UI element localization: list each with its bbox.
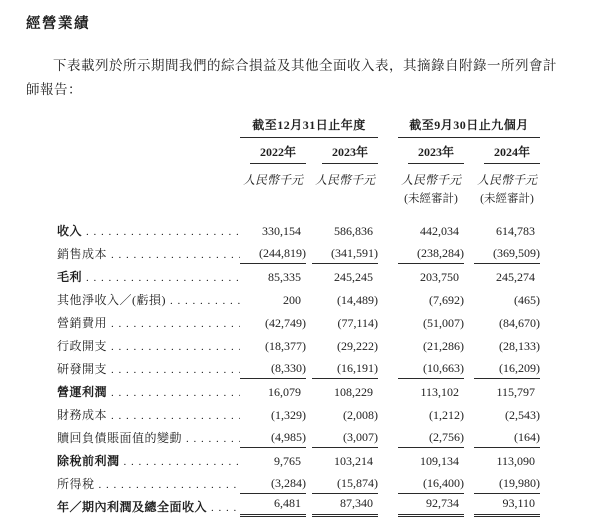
dot-leader (111, 385, 240, 402)
row-label: 研發開支 (57, 362, 108, 376)
table-row (57, 264, 540, 287)
unit-row (57, 164, 540, 188)
row-label: 所得稅 (57, 477, 95, 491)
value-cell: (51,007) (423, 316, 464, 330)
value-cell: 9,765 (274, 454, 301, 468)
value-cell: (15,874) (312, 471, 378, 494)
unit-label: 人民幣千元 (400, 173, 461, 187)
dot-leader (111, 408, 240, 425)
value-cell: 93,110 (474, 494, 540, 517)
row-label: 年／期內利潤及總全面收入 (57, 500, 208, 514)
value-cell: (16,209) (474, 356, 540, 379)
value-cell: 113,102 (420, 385, 459, 399)
value-cell: 203,750 (420, 270, 459, 284)
intro-paragraph: 下表載列於所示期間我們的綜合損益及其他全面收入表，其摘錄自附錄一所列會計師報告： (26, 58, 557, 97)
value-cell: (16,191) (312, 356, 378, 379)
value-cell: 16,079 (268, 385, 301, 399)
year-header: 2022年 (250, 141, 306, 164)
table-row (57, 379, 540, 402)
income-table-body (57, 218, 540, 517)
table-row (57, 425, 540, 448)
column-group-annual (240, 116, 378, 164)
table-row (57, 218, 540, 241)
value-cell: 586,836 (334, 224, 373, 238)
table-row (57, 333, 540, 356)
value-cell: (19,980) (474, 471, 540, 494)
row-label: 贖回負債賬面值的變動 (57, 431, 183, 445)
value-cell: 614,783 (496, 224, 535, 238)
dot-leader (86, 224, 240, 241)
year-header: 2024年 (484, 141, 540, 164)
year-header: 2023年 (322, 141, 378, 164)
table-row (57, 448, 540, 471)
group-title: 截至12月31日止年度 (240, 116, 378, 138)
table-row (57, 494, 540, 517)
row-label: 行政開支 (57, 339, 108, 353)
value-cell: (1,212) (429, 408, 464, 422)
value-cell: (4,985) (240, 425, 306, 448)
dot-leader (86, 270, 240, 287)
value-cell: 245,274 (496, 270, 535, 284)
dot-leader (111, 247, 240, 264)
header-label-spacer (57, 116, 240, 164)
value-cell: 245,245 (334, 270, 373, 284)
table-row (57, 241, 540, 264)
table-row (57, 287, 540, 310)
row-label: 財務成本 (57, 408, 108, 422)
value-cell: (8,330) (240, 356, 306, 379)
value-cell: (10,663) (398, 356, 464, 379)
value-cell: (369,509) (474, 241, 540, 264)
value-cell: 200 (283, 293, 301, 307)
unit-label: 人民幣千元 (314, 173, 375, 187)
table-row (57, 471, 540, 494)
table-row (57, 402, 540, 425)
value-cell: (16,400) (398, 471, 464, 494)
value-cell: 330,154 (262, 224, 301, 238)
value-cell: 85,335 (268, 270, 301, 284)
value-cell: (29,222) (337, 339, 378, 353)
dot-leader (211, 500, 240, 517)
value-cell: 442,034 (420, 224, 459, 238)
value-cell: (1,329) (271, 408, 306, 422)
row-label: 營銷費用 (57, 316, 108, 330)
income-statement-table (57, 116, 540, 517)
dot-leader (186, 431, 240, 448)
value-cell: 113,090 (496, 454, 535, 468)
unit-label: 人民幣千元 (476, 173, 537, 187)
value-cell: 103,214 (334, 454, 373, 468)
dot-leader (99, 477, 240, 494)
unit-label: 人民幣千元 (242, 173, 303, 187)
value-cell: (84,670) (499, 316, 540, 330)
year-header: 2023年 (408, 141, 464, 164)
value-cell: (3,007) (312, 425, 378, 448)
group-title: 截至9月30日止九個月 (398, 116, 540, 138)
dot-leader (111, 362, 240, 379)
unaudited-note: (未經審計) (480, 193, 534, 205)
dot-leader (111, 316, 240, 333)
page-title: 經營業績 (26, 16, 90, 32)
value-cell: 115,797 (496, 385, 535, 399)
value-cell: (2,543) (505, 408, 540, 422)
row-label: 營運利潤 (57, 385, 108, 399)
value-cell: (164) (474, 425, 540, 448)
value-cell: (77,114) (337, 316, 378, 330)
value-cell: (14,489) (337, 293, 378, 307)
dot-leader (170, 293, 240, 310)
value-cell: (341,591) (312, 241, 378, 264)
row-label: 收入 (57, 224, 83, 238)
value-cell: 92,734 (398, 494, 464, 517)
unaudited-note-row (57, 188, 540, 206)
dot-leader (124, 454, 240, 471)
value-cell: (465) (514, 293, 540, 307)
value-cell: (2,008) (343, 408, 378, 422)
row-label: 其他淨收入／(虧損) (57, 293, 166, 307)
value-cell: (28,133) (499, 339, 540, 353)
value-cell: (18,377) (265, 339, 306, 353)
row-label: 毛利 (57, 270, 83, 284)
value-cell: 109,134 (420, 454, 459, 468)
value-cell: (2,756) (398, 425, 464, 448)
unaudited-note: (未經審計) (404, 193, 458, 205)
value-cell: (244,819) (240, 241, 306, 264)
value-cell: (238,284) (398, 241, 464, 264)
dot-leader (111, 339, 240, 356)
table-row (57, 356, 540, 379)
value-cell: (3,284) (240, 471, 306, 494)
value-cell: (7,692) (429, 293, 464, 307)
value-cell: (42,749) (265, 316, 306, 330)
table-row (57, 310, 540, 333)
column-group-nine-months (398, 116, 540, 164)
table-header (57, 116, 540, 164)
value-cell: 87,340 (312, 494, 378, 517)
value-cell: 6,481 (240, 494, 306, 517)
row-label: 除稅前利潤 (57, 454, 120, 468)
row-label: 銷售成本 (57, 247, 108, 261)
value-cell: (21,286) (423, 339, 464, 353)
value-cell: 108,229 (334, 385, 373, 399)
